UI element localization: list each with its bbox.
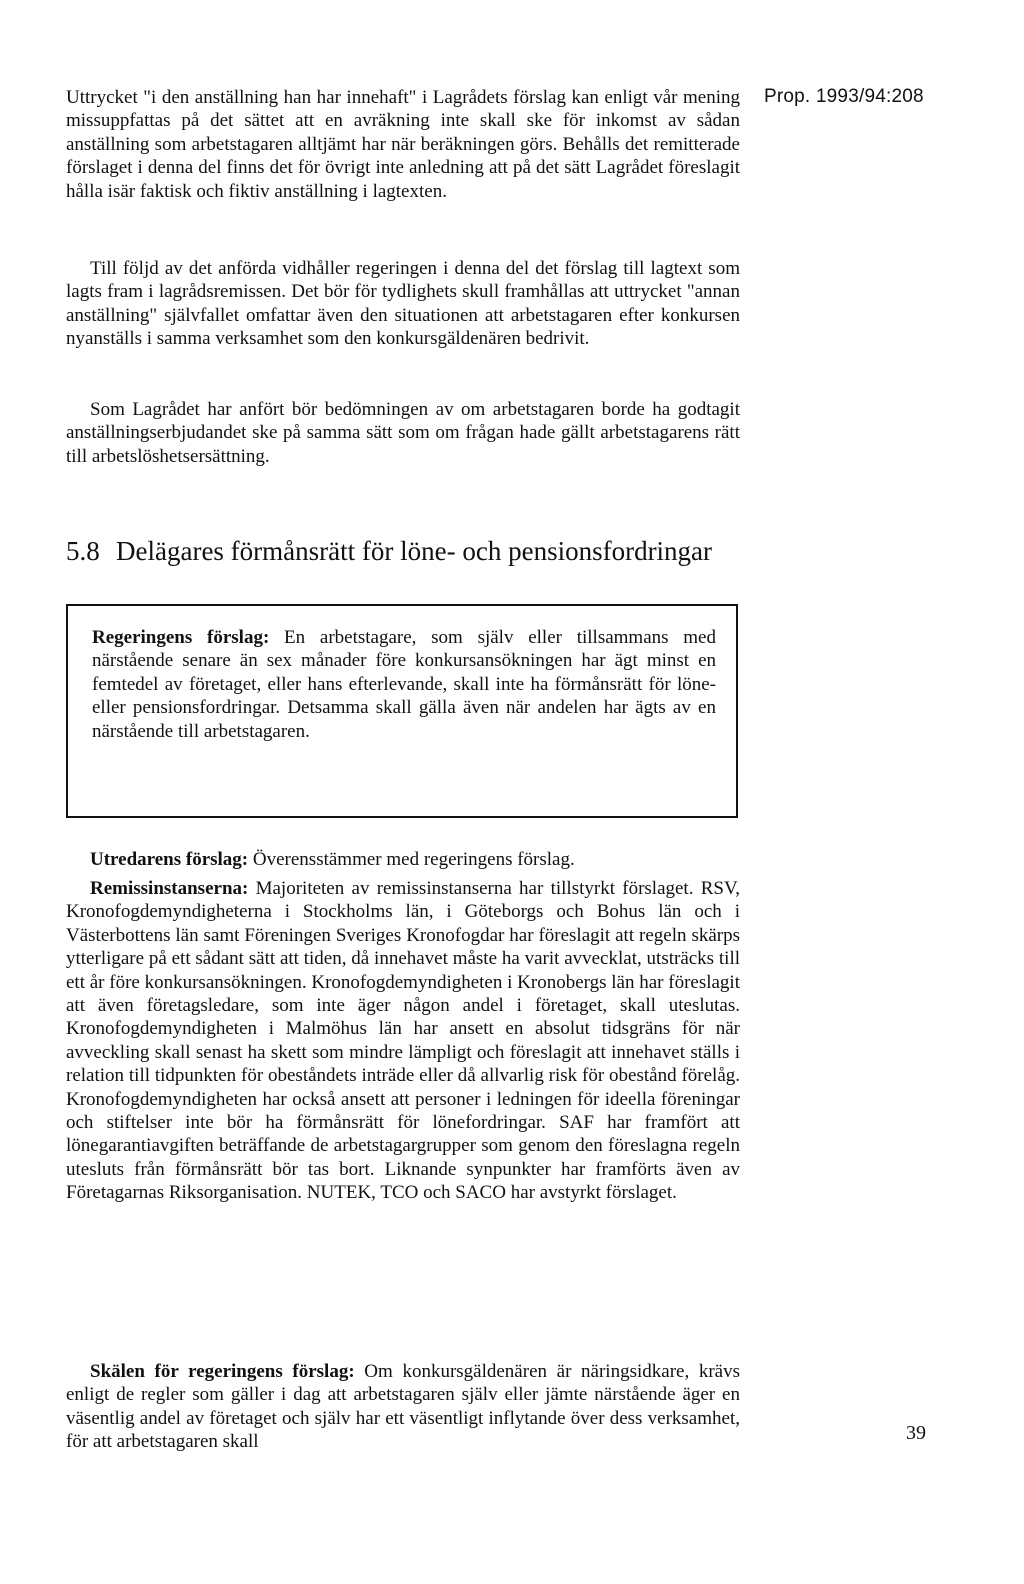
utredarens-text: Överensstämmer med regeringens förslag. (248, 849, 575, 870)
page-number: 39 (906, 1422, 926, 1444)
skalen-text: Om konkursgäldenären är näringsidkare, krävs enligt de regler som gäller i dag att arbetstagaren själv eller jämte närstående äger en väsentlig andel av företaget och själv har ett väsentligt inflytande över dess verksamhet, för att arbetstagaren skall (66, 1361, 740, 1453)
paragraph-1: Uttrycket "i den anställning han har innehaft" i Lagrådets förslag kan enligt vår mening missuppfattas på det sättet att en avräkning inte skall ske för inkomst av sådan anställning som arbetstagaren alltjämt har när beräkningen görs. Behålls det remitterade förslaget i denna del finns det för övrigt inte anledning att på det sätt Lagrådet föreslagit hålla isär faktisk och fiktiv anställning i lagtexten. (66, 87, 740, 202)
utredarens-label: Utredarens förslag: (90, 849, 249, 870)
remiss-paragraph (66, 877, 740, 1205)
remiss-text: Majoriteten av remissinstanserna har tillstyrkt förslaget. RSV, Kronofogdemyndigheterna i Stockholms län, i Göteborgs och Bohus län och i Västerbottens län samt Föreningen Sveriges Kronofogdar har föreslagit att regeln skärps ytterligare på ett sådant sätt att tiden, då innehavet måste ha varit avvecklat, utsträcks till ett år före konkursansökningen. Kronofogdemyndigheten i Kronobergs län har föreslagit att även företagsledare, som inte äger någon andel i företaget, skall uteslutas. Kronofogdemyndigheten i Malmöhus län har ansett en absolut tidsgräns för när avveckling skall senast ha skett som mindre lämpligt och föreslagit att innehavet ställs i relation till tidpunkten för obeståndets inträde eller då allvarlig risk för obestånd förelåg. Kronofogdemyndigheten har också ansett att personer i ledningen för ideella föreningar och stiftelser inte bör ha förmånsrätt för lönefordringar. SAF har framfört att lönegarantiavgiften beträffande de arbetstagargrupper som genom den föreslagna regeln utesluts från förmånsrätt bör tas bort. Liknande synpunkter har framförts även av Företagarnas Riksorganisation. NUTEK, TCO och SACO har avstyrkt förslaget. (66, 878, 740, 1204)
section-heading (66, 534, 766, 568)
remiss-label: Remissinstanserna: (90, 878, 249, 899)
proposal-body: En arbetstagare, som själv eller tillsammans med närstående senare än sex månader före konkursansökningen har ägt minst en femtedel av företaget, eller hans efterlevande, skall inte ha förmånsrätt för löne- eller pensionsfordringar. Detsamma skall gälla även när andelen har ägts av en närstående till arbetstagaren. (92, 627, 716, 742)
skalen-label: Skälen för regeringens förslag: (90, 1361, 355, 1382)
utredarens-paragraph (66, 848, 740, 871)
proposal-box (66, 604, 738, 818)
section-title: Delägares förmånsrätt för löne- och pensionsfordringar (116, 536, 713, 566)
paragraph-3: Som Lagrådet har anfört bör bedömningen av om arbetstagaren borde ha godtagit anställningserbjudandet ske på samma sätt som om frågan hade gällt arbetstagarens rätt till arbetslöshetsersättning. (66, 399, 740, 467)
document-reference: Prop. 1993/94:208 (764, 86, 924, 107)
skalen-paragraph (66, 1360, 740, 1454)
proposal-label: Regeringens förslag: (92, 627, 270, 648)
proposal-text (92, 626, 716, 743)
section-number: 5.8 (66, 536, 100, 566)
paragraph-2: Till följd av det anförda vidhåller regeringen i denna del det förslag till lagtext som lagts fram i lagrådsremissen. Det bör för tydlighets skull framhållas att uttrycket "annan anställning" självfallet omfattar även den situationen att arbetstagaren efter konkursen nyanställs i samma verksamhet som den konkursgäldenären bedrivit. (66, 258, 740, 350)
